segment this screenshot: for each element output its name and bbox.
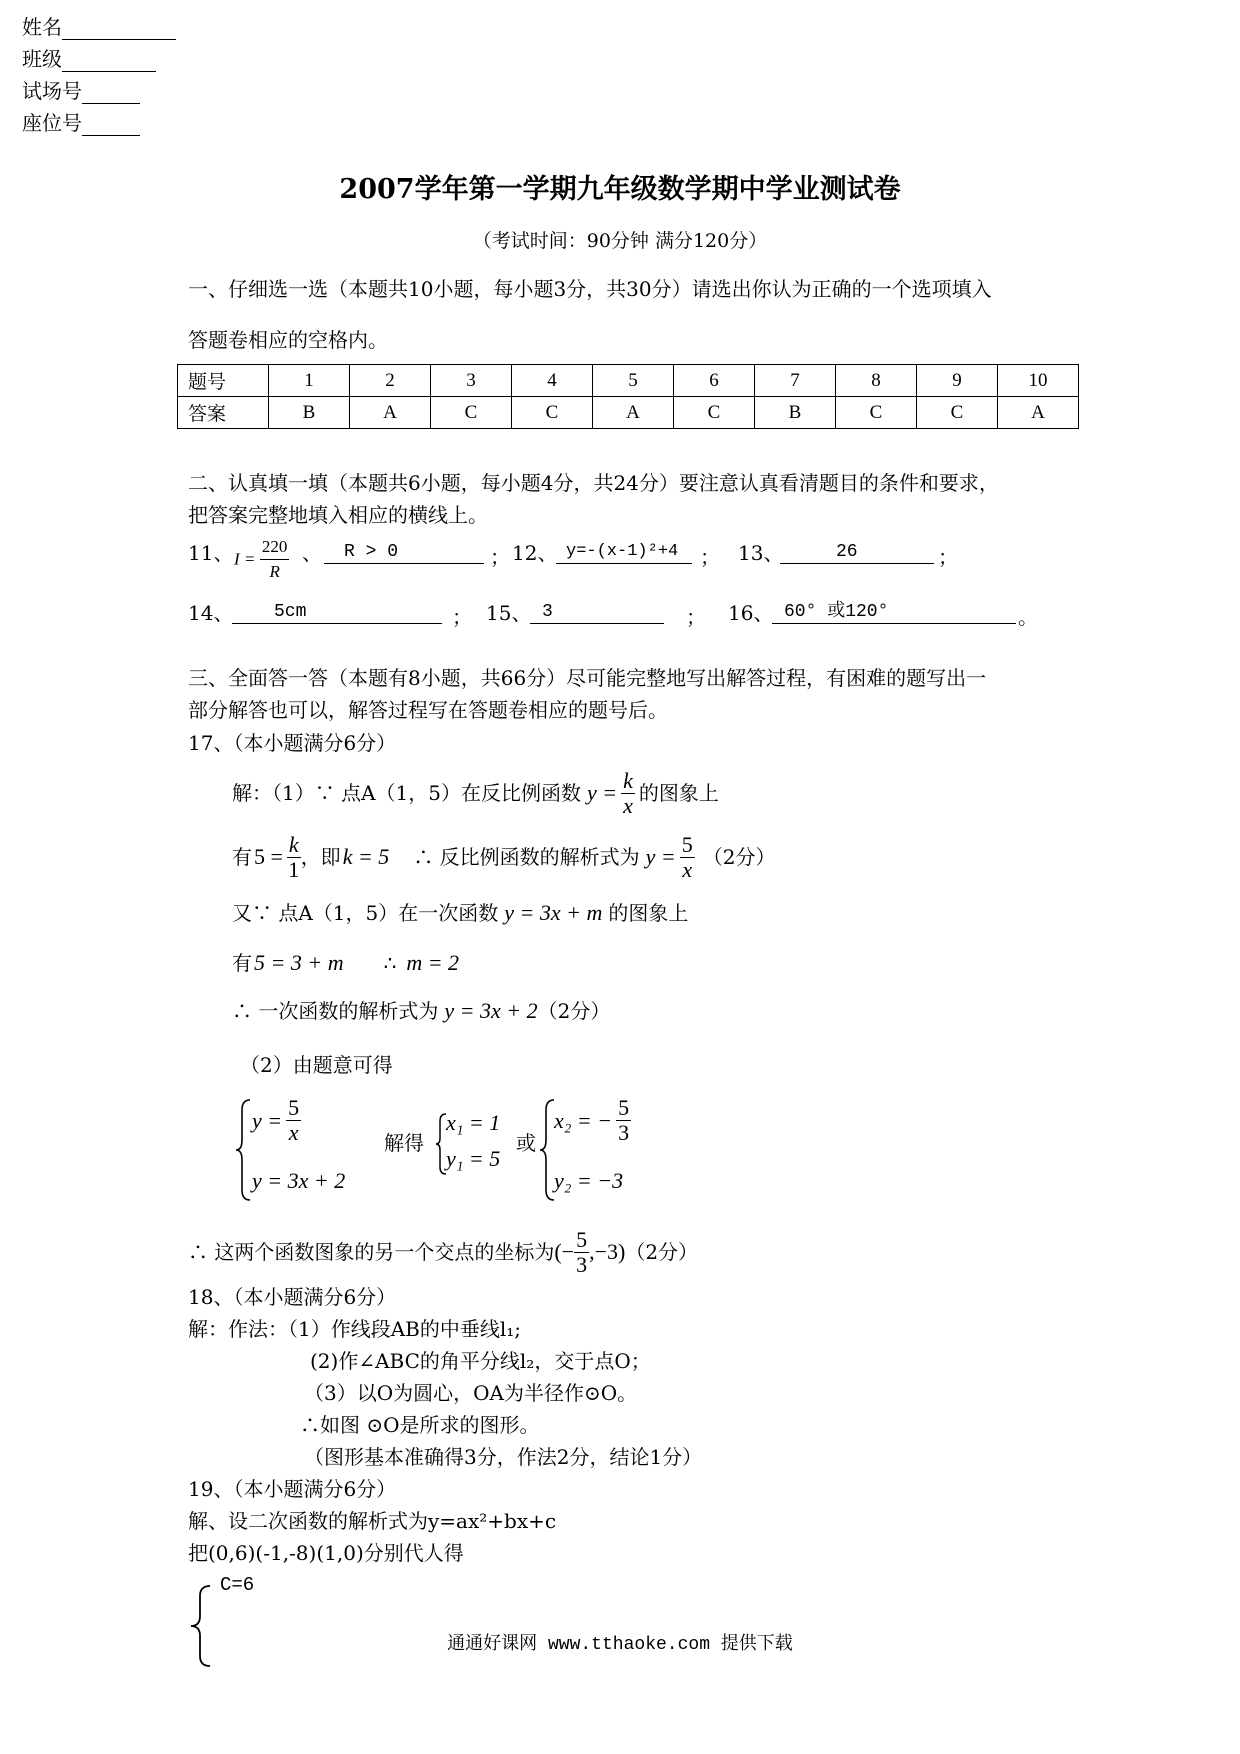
q13-semicolon: ；	[938, 545, 958, 569]
numerator: k	[623, 767, 633, 793]
class-field	[22, 46, 156, 72]
q12-semicolon: ；	[700, 545, 720, 569]
question-number: 2	[350, 365, 431, 397]
sys-eq2: y = 3x + 2	[252, 1168, 346, 1193]
q17-conclusion-score: （2分）	[625, 1240, 699, 1264]
answer-cell: C	[431, 397, 512, 429]
q11-formula	[234, 535, 289, 584]
q17-line2-k: k = 5	[342, 844, 390, 869]
class-label: 班级	[22, 47, 62, 71]
question-number: 10	[998, 365, 1079, 397]
question-number: 9	[917, 365, 998, 397]
answer-cell: C	[917, 397, 998, 429]
class-blank	[62, 51, 156, 72]
page-subtitle: （考试时间：90分钟 满分120分）	[472, 230, 768, 252]
row-label-question: 题号	[178, 365, 269, 397]
coord-close: ,−3)	[589, 1239, 626, 1264]
q17-line4-pre: 有	[232, 951, 252, 975]
answer-cell: A	[998, 397, 1079, 429]
q17-conclusion-text: ∴ 这两个函数图象的另一个交点的坐标为	[188, 1240, 555, 1264]
solution-y2: y₂ = −3	[554, 1168, 624, 1193]
q17-system	[234, 1096, 794, 1206]
q17-line3-post: 的图象上	[608, 901, 689, 925]
q17-line4-eq: 5 = 3 + m	[254, 950, 344, 975]
or-label: 或	[516, 1131, 536, 1155]
numerator: 5	[288, 1095, 300, 1120]
answer-cell: B	[755, 397, 836, 429]
q17-line5-pre: ∴ 一次函数的解析式为	[232, 999, 439, 1023]
question-number: 5	[593, 365, 674, 397]
q17-line4	[232, 950, 459, 976]
q19-line1: 解、设二次函数的解析式为y=ax²+bx+c	[188, 1509, 557, 1533]
q17-line3-pre: 又∵ 点A（1，5）在一次函数	[232, 901, 499, 925]
q13-label: 13、	[738, 541, 784, 565]
q17-line5-score: （2分）	[537, 999, 611, 1023]
row-label-answer: 答案	[178, 397, 269, 429]
q17-line5	[232, 998, 610, 1024]
q16-answer: 60° 或120°	[772, 600, 1016, 624]
section3-instructions-cont: 部分解答也可以，解答过程写在答题卷相应的题号后。	[188, 698, 668, 722]
q16-label: 16、	[728, 601, 774, 625]
page-title: 2007学年第一学期九年级数学期中学业测试卷	[339, 174, 901, 205]
q18-heading: 18、（本小题满分6分）	[188, 1285, 397, 1309]
seat-label: 座位号	[22, 111, 82, 135]
numerator: k	[288, 831, 299, 857]
numerator: 5	[681, 831, 693, 857]
left-brace-icon	[234, 1098, 254, 1202]
q15-answer: 3	[530, 600, 664, 624]
q17-line1-post: 的图象上	[638, 781, 719, 805]
q12-label: 12、	[512, 541, 558, 565]
question-number: 3	[431, 365, 512, 397]
q12-answer: y=-(x-1)²+4	[556, 540, 692, 564]
exam-room-label: 试场号	[22, 79, 82, 103]
q11-semicolon: ；	[490, 545, 510, 569]
table-row	[178, 365, 1079, 397]
q18-line5: （图形基本准确得3分，作法2分，结论1分）	[304, 1445, 703, 1469]
section1-instructions-cont: 答题卷相应的空格内。	[188, 328, 388, 352]
answer-table	[177, 364, 1079, 429]
q19-heading: 19、（本小题满分6分）	[188, 1477, 397, 1501]
question-number: 4	[512, 365, 593, 397]
solve-label: 解得	[384, 1131, 424, 1155]
q11-fraction	[260, 535, 290, 584]
q17-line1-y: y =	[586, 780, 618, 805]
answer-cell: C	[512, 397, 593, 429]
q17-line2-score: （2分）	[702, 845, 776, 869]
section3-instructions: 三、全面答一答（本题有8小题，共66分）尽可能完整地写出解答过程，有困难的题写出一	[188, 666, 987, 690]
denominator: 3	[576, 1251, 588, 1277]
answer-cell: B	[269, 397, 350, 429]
q17-heading: 17、（本小题满分6分）	[188, 731, 397, 755]
q19-line2: 把(0,6)(-1,-8)(1,0)分别代人得	[188, 1541, 464, 1565]
q18-line4: ∴如图 ⊙O是所求的图形。	[300, 1413, 540, 1437]
q17-line4-therefore: ∴	[383, 951, 397, 975]
q17-line2-fraction2	[680, 833, 695, 882]
numerator: 5	[618, 1095, 630, 1120]
q17-line4-m: m = 2	[406, 950, 460, 975]
page-footer: 通通好课网 www.tthaoke.com 提供下载	[447, 1635, 793, 1655]
answer-cell: A	[350, 397, 431, 429]
name-field	[22, 14, 176, 40]
q17-line2-pre: 有	[232, 845, 252, 869]
denominator: x	[288, 1120, 299, 1145]
q17-line2-eq: 5 =	[254, 844, 283, 869]
question-number: 7	[755, 365, 836, 397]
section2-instructions: 二、认真填一填（本题共6小题，每小题4分，共24分）要注意认真看清题目的条件和要求，	[188, 471, 999, 495]
question-number: 6	[674, 365, 755, 397]
solution-x2: x₂ = −	[554, 1107, 613, 1133]
q11-separator: 、	[302, 541, 322, 565]
name-blank	[62, 19, 176, 40]
seat-blank	[82, 115, 140, 136]
q17-line3-eq: y = 3x + m	[504, 900, 603, 925]
seat-field	[22, 110, 140, 136]
q17-conclusion	[188, 1220, 698, 1284]
q19-c-equation: C=6	[220, 1574, 255, 1596]
section2-instructions-cont: 把答案完整地填入相应的横线上。	[188, 503, 488, 527]
denominator: x	[682, 856, 693, 882]
q11-denominator: R	[269, 562, 280, 581]
q14-semicolon: ；	[452, 605, 472, 629]
q18-line3: （3）以O为圆心，OA为半径作⊙O。	[304, 1381, 638, 1405]
denominator: x	[623, 792, 633, 818]
sys-y: y =	[252, 1107, 283, 1133]
numerator: 5	[576, 1226, 588, 1252]
denominator: 1	[288, 856, 300, 882]
sys-fraction	[286, 1096, 301, 1145]
q17-line2-mid: ，即	[300, 845, 341, 869]
q11-answer: R > 0	[324, 540, 484, 564]
q17-line1-fraction	[621, 769, 635, 818]
q17-line5-eq: y = 3x + 2	[444, 998, 538, 1023]
q17-line2-y: y =	[645, 844, 676, 869]
answer-cell: C	[674, 397, 755, 429]
solution-x1: x₁ = 1	[446, 1110, 501, 1135]
question-number: 1	[269, 365, 350, 397]
table-row	[178, 397, 1079, 429]
solution-y1: y₁ = 5	[446, 1146, 501, 1171]
answer-cell: A	[593, 397, 674, 429]
q11-numerator: 220	[260, 535, 290, 560]
coord-fraction	[574, 1228, 589, 1277]
q11-label: 11、	[188, 541, 234, 565]
q17-line2-therefore: ∴ 反比例函数的解析式为	[413, 845, 640, 869]
question-number: 8	[836, 365, 917, 397]
q17-line1-text: 解：（1）∵ 点A（1，5）在反比例函数	[232, 781, 581, 805]
name-label: 姓名	[22, 15, 62, 39]
coord-open: (−	[554, 1239, 575, 1264]
q13-answer: 26	[780, 540, 934, 564]
q17-line2-fraction	[287, 833, 301, 882]
q15-semicolon: ；	[686, 605, 706, 629]
exam-room-blank	[82, 83, 140, 104]
q16-period: 。	[1018, 605, 1038, 629]
q17-line3	[232, 900, 688, 926]
q14-label: 14、	[188, 601, 234, 625]
q18-line2: (2)作∠ABC的角平分线l₂，交于点O；	[310, 1349, 651, 1373]
exam-room-field	[22, 78, 140, 104]
x2-fraction	[616, 1096, 631, 1145]
q17-line2	[232, 822, 776, 892]
q11-lhs: I =	[234, 549, 256, 569]
denominator: 3	[618, 1120, 630, 1145]
q17-line1	[232, 758, 719, 828]
q14-answer: 5cm	[232, 600, 442, 624]
q17-line6: （2）由题意可得	[240, 1053, 393, 1077]
section1-instructions: 一、仔细选一选（本题共10小题，每小题3分，共30分）请选出你认为正确的一个选项填入	[188, 277, 992, 301]
answer-cell: C	[836, 397, 917, 429]
q15-label: 15、	[486, 601, 532, 625]
q18-line1: 解：作法：（1）作线段AB的中垂线l₁;	[188, 1317, 522, 1341]
